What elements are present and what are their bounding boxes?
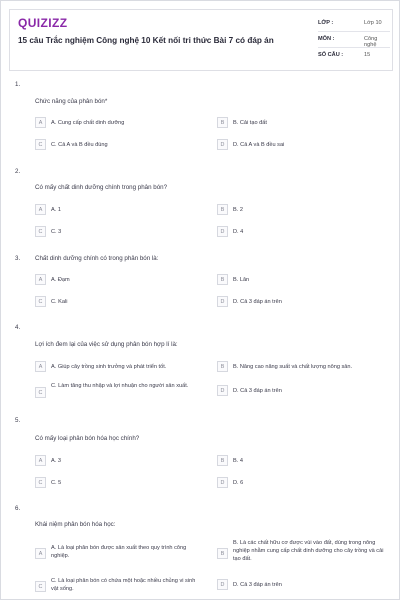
option-letter-box: A — [35, 204, 46, 215]
option-text: B. Là các chất hữu cơ được vùi vào đất, dùng trong nông nghiệp nhằm cung cấp chất dinh dưỡng cho cây trồng và cải tạo đất. — [233, 540, 384, 562]
worksheet-header — [9, 9, 393, 71]
meta-value: 15 — [364, 52, 371, 58]
option-text: B. Nâng cao năng suất và chất lượng nông sản. — [233, 364, 353, 370]
meta-value: Lớp 10 — [364, 20, 382, 26]
option-text: C. 3 — [51, 229, 62, 235]
option-text: B. 2 — [233, 207, 243, 213]
option-letter-box: A — [35, 455, 46, 466]
meta-label: MÔN : — [318, 36, 335, 42]
option-letter-box: A — [35, 548, 46, 559]
option-letter-box: A — [35, 274, 46, 285]
option-text: A. Đạm — [51, 277, 70, 283]
question-number: 2. — [15, 168, 21, 175]
option-text: C. Là loại phân bón có chứa một hoặc nhiều chủng vi sinh vật sống. — [51, 578, 196, 592]
option-letter-box: C — [35, 296, 46, 307]
option-letter-box: B — [217, 361, 228, 372]
question-number: 6. — [15, 505, 21, 512]
option-text: D. 4 — [233, 229, 244, 235]
page-title: 15 câu Trắc nghiệm Công nghệ 10 Kết nối tri thức Bài 7 có đáp án — [18, 36, 274, 45]
quizizz-logo: QUIZIZZ — [18, 16, 68, 30]
question-text: Khái niệm phân bón hóa học: — [35, 521, 116, 528]
option-letter-box: C — [35, 581, 46, 592]
option-text: A. 1 — [51, 207, 61, 213]
option-letter-box: D — [217, 139, 228, 150]
question-number: 3. — [15, 255, 21, 262]
option-letter-box: A — [35, 117, 46, 128]
question-text: Chất dinh dưỡng chính có trong phân bón là: — [35, 255, 159, 262]
question-text: Có mấy chất dinh dưỡng chính trong phân bón? — [35, 184, 168, 191]
option-text: A. 3 — [51, 458, 61, 464]
option-text: D. Cả A và B đều sai — [233, 142, 285, 148]
option-letter-box: C — [35, 477, 46, 488]
option-text: D. Cả 3 đáp án trên — [233, 299, 282, 305]
option-letter-box: C — [35, 226, 46, 237]
option-text: C. Cả A và B đều đúng — [51, 142, 108, 148]
meta-value: Công nghệ — [364, 36, 378, 48]
option-text: A. Cung cấp chất dinh dưỡng — [51, 120, 125, 126]
option-letter-box: D — [217, 477, 228, 488]
meta-row-grade — [318, 16, 390, 32]
option-text: B. Lân — [233, 277, 250, 283]
option-text: B. Cải tạo đất — [233, 120, 267, 126]
question-number: 4. — [15, 324, 21, 331]
option-letter-box: D — [217, 226, 228, 237]
option-letter-box: B — [217, 117, 228, 128]
option-letter-box: A — [35, 361, 46, 372]
question-text: Có mấy loại phân bón hóa học chính? — [35, 435, 140, 442]
option-letter-box: B — [217, 274, 228, 285]
option-letter-box: B — [217, 204, 228, 215]
option-text: B. 4 — [233, 458, 243, 464]
option-letter-box: B — [217, 548, 228, 559]
option-letter-box: B — [217, 455, 228, 466]
question-number: 5. — [15, 417, 21, 424]
option-text: C. Làm tăng thu nhập và lợi nhuận cho người sản xuất. — [51, 383, 189, 389]
meta-label: SỐ CÂU : — [318, 52, 344, 58]
question-number: 1. — [15, 81, 21, 88]
meta-row-subject — [318, 32, 390, 48]
meta-row-count — [318, 48, 390, 63]
meta-table — [318, 16, 390, 63]
option-text: A. Giúp cây trồng sinh trưởng và phát triển tốt. — [51, 364, 167, 370]
option-text: D. 6 — [233, 480, 244, 486]
option-letter-box: D — [217, 296, 228, 307]
option-text: C. Kali — [51, 299, 68, 305]
meta-label: LỚP : — [318, 20, 334, 26]
option-text: C. 5 — [51, 480, 62, 486]
option-letter-box: C — [35, 387, 46, 398]
option-text: D. Cả 3 đáp án trên — [233, 388, 282, 394]
option-letter-box: C — [35, 139, 46, 150]
option-text: D. Cả 3 đáp án trên — [233, 582, 282, 588]
option-text: A. Là loại phân bón được sản xuất theo quy trình công nghiệp. — [51, 545, 187, 559]
option-letter-box: D — [217, 579, 228, 590]
question-text: Lợi ích đem lại của việc sử dụng phân bón hợp lí là: — [35, 341, 178, 348]
option-letter-box: D — [217, 385, 228, 396]
question-text: Chức năng của phân bón* — [35, 98, 108, 105]
